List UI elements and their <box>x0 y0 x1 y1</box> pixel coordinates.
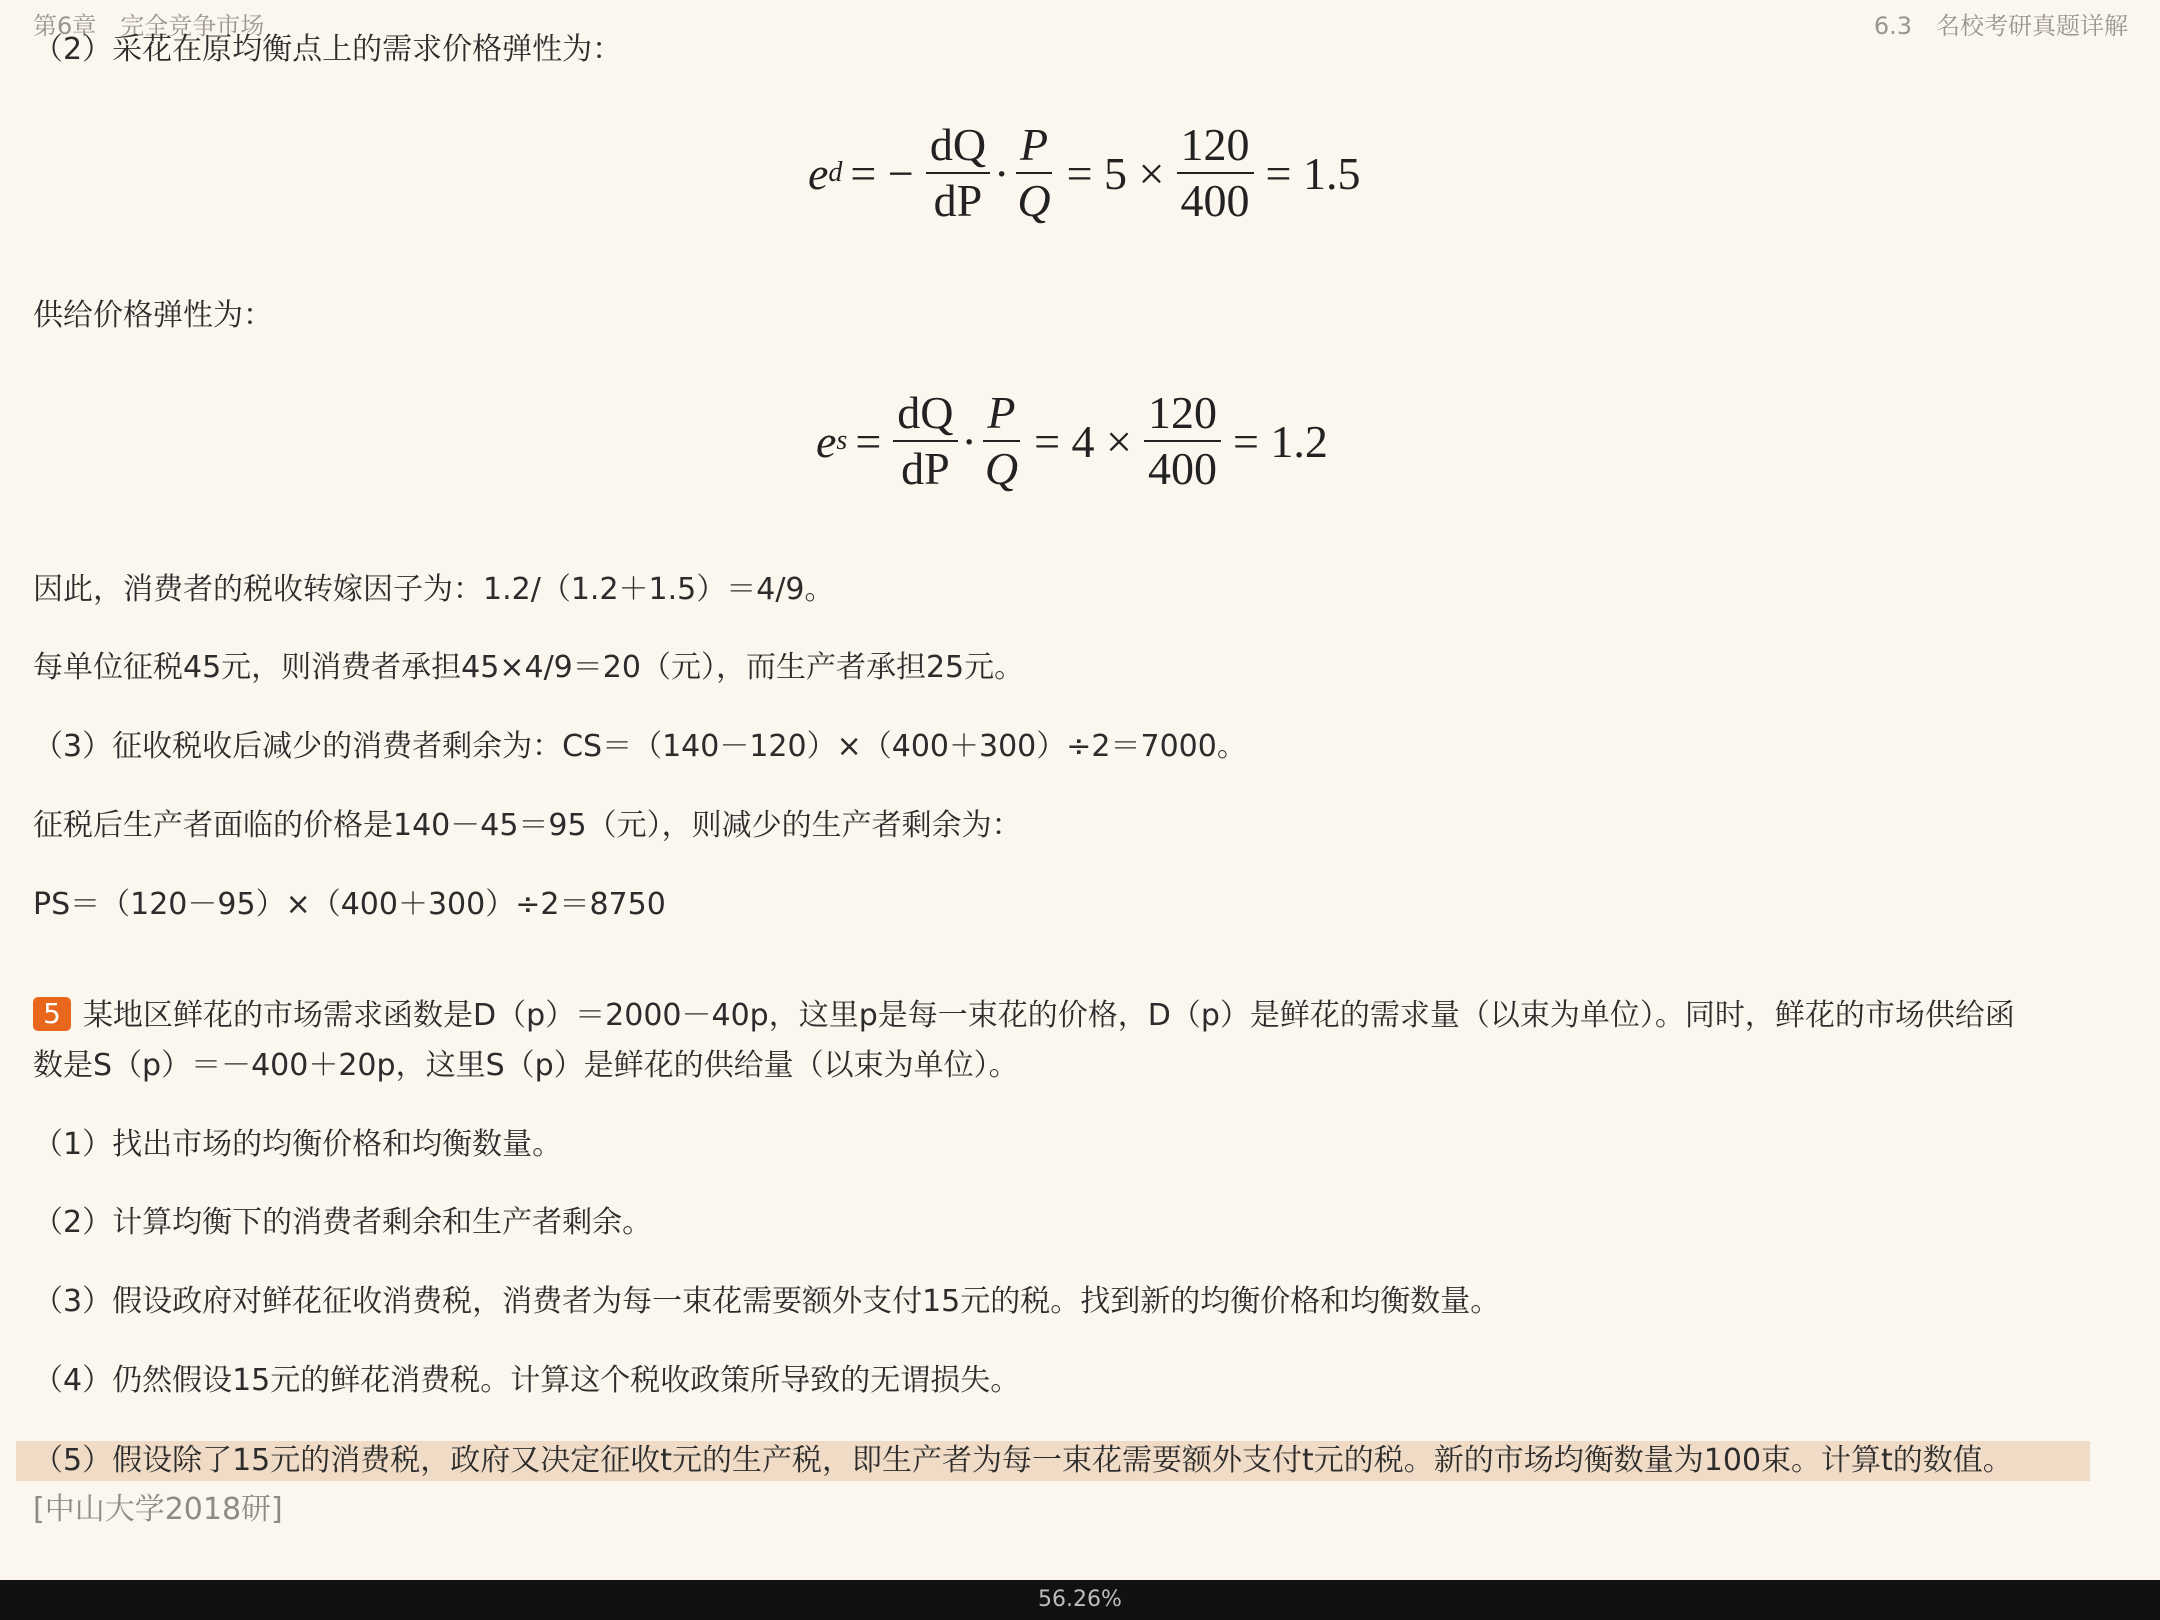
supply-elasticity-equation <box>816 388 1336 494</box>
demand-elasticity-line: （2）采花在原均衡点上的需求价格弹性为： <box>33 32 623 67</box>
demand-elasticity-equation <box>808 120 1368 226</box>
eq-es-eq1: = <box>855 415 882 467</box>
eq-es-lhs: e <box>816 415 837 467</box>
eq-ed-frac3 <box>1177 120 1254 226</box>
eq-es-result: = 1.2 <box>1232 415 1328 467</box>
eq-es-frac1-den: dP <box>901 443 950 494</box>
eq-ed-frac2-den: Q <box>1017 175 1051 226</box>
tax-factor-line: 因此，消费者的税收转嫁因子为：1.2/（1.2＋1.5）＝4/9。 <box>33 572 835 607</box>
eq-es-eq2: = 4 × <box>1034 415 1132 467</box>
eq-es-frac3 <box>1144 388 1221 494</box>
reading-progress-bar <box>0 1580 2160 1620</box>
eq-ed-eq2: = 5 × <box>1066 147 1165 199</box>
eq-es-frac2 <box>981 388 1022 494</box>
chapter-header: 第6章 完全竞争市场 <box>33 12 265 40</box>
eq-ed-eq1: = − <box>850 147 914 199</box>
eq-ed-frac2-num: P <box>1016 120 1052 174</box>
question-source: [中山大学2018研] <box>33 1492 283 1527</box>
eq-ed-result: = 1.5 <box>1265 147 1361 199</box>
section-header: 6.3 名校考研真题详解 <box>1873 12 2128 40</box>
eq-ed-lhs: e <box>808 147 829 199</box>
question-5-item-2: （2）计算均衡下的消费者剩余和生产者剩余。 <box>33 1205 653 1240</box>
question-5-item-1: （1）找出市场的均衡价格和均衡数量。 <box>33 1127 563 1162</box>
eq-es-frac1 <box>893 388 957 494</box>
tax-split-line: 每单位征税45元，则消费者承担45×4/9＝20（元），而生产者承担25元。 <box>33 650 1025 685</box>
eq-ed-frac3-den: 400 <box>1180 175 1250 226</box>
eq-es-sub: s <box>836 425 848 456</box>
producer-price-line: 征税后生产者面临的价格是140－45＝95（元），则减少的生产者剩余为： <box>33 808 1022 843</box>
question-5-item-5[interactable]: （5）假设除了15元的消费税，政府又决定征收t元的生产税，即生产者为每一束花需要额外支付t元的税。新的市场均衡数量为100束。计算t的数值。 <box>33 1443 2013 1478</box>
question-5-item-3: （3）假设政府对鲜花征收消费税，消费者为每一束花需要额外支付15元的税。找到新的均衡价格和均衡数量。 <box>33 1284 1501 1319</box>
question-5-stem-line1 <box>33 996 2015 1036</box>
producer-surplus-line: PS＝（120－95）×（400＋300）÷2＝8750 <box>33 887 666 922</box>
question-5-item-4: （4）仍然假设15元的鲜花消费税。计算这个税收政策所导致的无谓损失。 <box>33 1363 1021 1398</box>
eq-ed-frac2 <box>1013 120 1054 226</box>
eq-ed-frac1 <box>926 120 990 226</box>
eq-es-frac1-num: dQ <box>893 388 957 442</box>
question-5-stem-text1: 某地区鲜花的市场需求函数是D（p）＝2000－40p，这里p是每一束花的价格，D（p）是鲜花的需求量（以束为单位）。同时，鲜花的市场供给函 <box>83 998 2015 1033</box>
eq-es-frac3-den: 400 <box>1147 443 1217 494</box>
supply-elasticity-line: 供给价格弹性为： <box>33 298 273 333</box>
eq-es-frac2-num: P <box>983 388 1019 442</box>
eq-es-dot: · <box>961 415 977 467</box>
reading-progress-percent: 56.26% <box>1038 1587 1122 1612</box>
eq-es-frac3-num: 120 <box>1144 388 1221 442</box>
question-number-badge: 5 <box>33 997 71 1031</box>
eq-ed-frac3-num: 120 <box>1177 120 1254 174</box>
eq-ed-frac1-den: dP <box>933 175 983 226</box>
eq-ed-frac1-num: dQ <box>926 120 990 174</box>
question-5-stem-line2: 数是S（p）＝－400＋20p，这里S（p）是鲜花的供给量（以束为单位）。 <box>33 1048 1019 1083</box>
eq-ed-sub: d <box>828 157 843 188</box>
eq-ed-dot: · <box>994 147 1010 199</box>
eq-es-frac2-den: Q <box>984 443 1019 494</box>
consumer-surplus-line: （3）征收税收后减少的消费者剩余为：CS＝（140－120）×（400＋300）÷2＝7000。 <box>33 729 1247 764</box>
